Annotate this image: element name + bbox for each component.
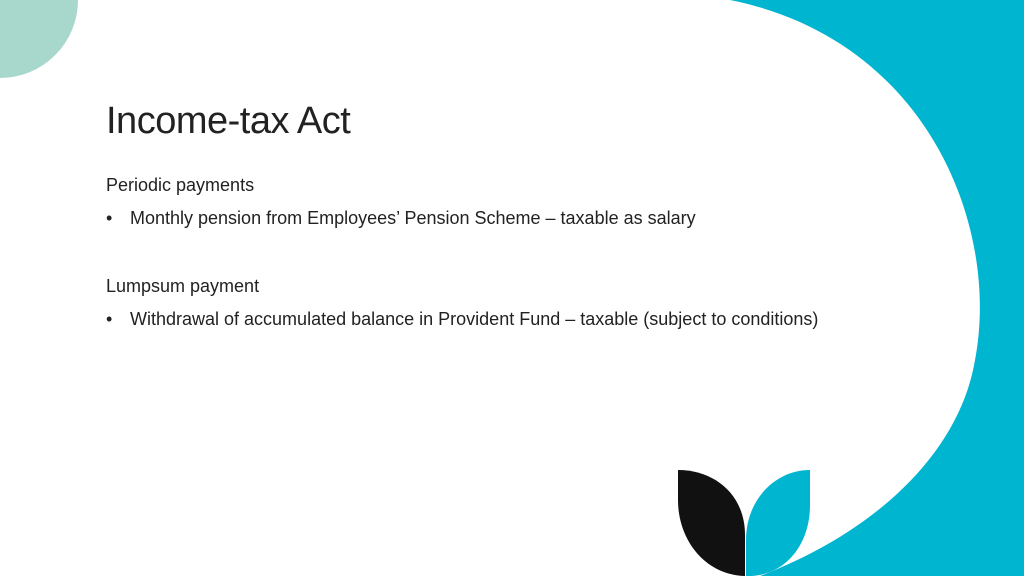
bullet-item-pension xyxy=(106,207,696,229)
section-heading-lumpsum: Lumpsum payment xyxy=(106,276,260,296)
bullet-text-provident: Withdrawal of accumulated balance in Provident Fund – taxable (subject to conditions) xyxy=(130,309,819,329)
bullet-icon: • xyxy=(106,309,113,329)
bullet-icon: • xyxy=(106,208,113,228)
bullet-item-provident xyxy=(106,308,818,330)
mint-circle-decoration xyxy=(0,0,78,78)
slide-title: Income-tax Act xyxy=(106,100,351,142)
bullet-text-pension: Monthly pension from Employees’ Pension Scheme – taxable as salary xyxy=(130,208,696,228)
black-leaf-icon xyxy=(678,470,745,576)
section-heading-periodic: Periodic payments xyxy=(106,175,255,195)
